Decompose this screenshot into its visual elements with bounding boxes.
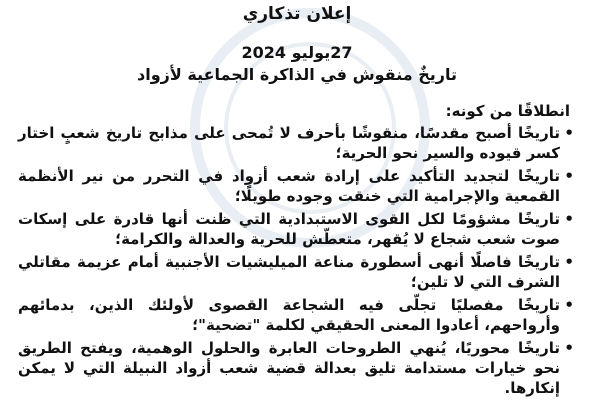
- list-item: • تاريخًا مفصليًا تجلّى فيه الشجاعة القصوى لأولئك الذين، بدمائهم وأرواحهم، أعادوا المعنى الحقيقي لكلمة "تضحية"؛: [18, 295, 576, 335]
- list-item: • تاريخًا مشؤومًا لكل القوى الاستبدادية التي ظنت أنها قادرة على إسكات صوت شعب شجاع لا يُقهر، متعطّش للحرية والعدالة والكرامة؛: [18, 209, 576, 249]
- points-list: [18, 123, 576, 398]
- list-item: • تاريخًا أصبح مقدسًا، منقوشًا بأحرف لا تُمحى على مذابح تاريخ شعبٍ اختار كسر قيوده والسير نحو الحرية؛: [18, 123, 576, 163]
- list-item: • تاريخًا لتجديد التأكيد على إرادة شعب أزواد في التحرر من نير الأنظمة القمعية والإجرامية التي خنقت وجوده طويلًا؛: [18, 166, 576, 206]
- document-subtitle: تاريخٌ منقوش في الذاكرة الجماعية لأزواد: [137, 65, 457, 84]
- intro-text: انطلاقًا من كونه:: [445, 102, 570, 120]
- list-item: • تاريخًا محوريًا، يُنهي الطروحات العابرة والحلول الوهمية، ويفتح الطريق نحو خيارات مستدامة تليق بعدالة قضية شعب أزواد النبيلة التي لا يمكن إنكارها.: [18, 338, 576, 398]
- document-heading: إعلان تذكاري: [242, 4, 352, 24]
- document-date: 27يوليو 2024: [241, 43, 353, 62]
- list-item: • تاريخًا فاصلًا أنهى أسطورة مناعة الميليشيات الأجنبية أمام عزيمة مقاتلي الشرف التي لا تلين؛: [18, 252, 576, 292]
